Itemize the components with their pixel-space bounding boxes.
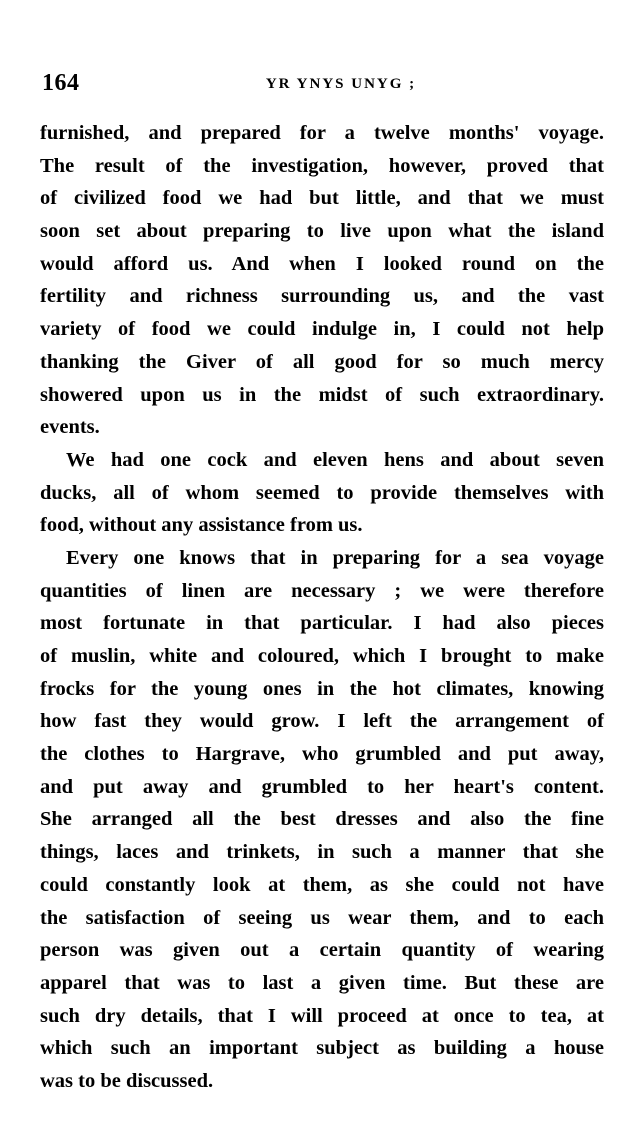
- text-line: most fortunate in that particular. I had also pieces: [40, 612, 604, 635]
- text-line: soon set about preparing to live upon what the island: [40, 220, 604, 243]
- text-line: quantities of linen are necessary ; we were therefore: [40, 579, 604, 602]
- text-line: was to be discussed.: [40, 1069, 214, 1092]
- text-line: could constantly look at them, as she could not have: [40, 873, 604, 896]
- text-line: such dry details, that I will proceed at once to tea, at: [40, 1004, 604, 1027]
- text-line: which such an important subject as building a house: [40, 1037, 604, 1060]
- page-number: 164: [42, 70, 80, 96]
- text-line: events.: [40, 416, 100, 439]
- text-line: Every one knows that in preparing for a sea voyage: [66, 546, 604, 569]
- page-header: [40, 70, 602, 104]
- text-line: ducks, all of whom seemed to provide themselves with: [40, 481, 604, 504]
- text-line: The result of the investigation, however, proved that: [40, 154, 604, 177]
- text-line: how fast they would grow. I left the arrangement of: [40, 710, 604, 733]
- text-line: She arranged all the best dresses and also the fine: [40, 808, 604, 831]
- text-line: variety of food we could indulge in, I could not help: [40, 318, 604, 341]
- text-line: and put away and grumbled to her heart's content.: [40, 775, 604, 798]
- text-line: We had one cock and eleven hens and about seven: [66, 448, 604, 471]
- text-line: apparel that was to last a given time. But these are: [40, 971, 604, 994]
- text-line: of muslin, white and coloured, which I brought to make: [40, 645, 604, 667]
- text-line: food, without any assistance from us.: [40, 514, 363, 537]
- text-line: the clothes to Hargrave, who grumbled and put away,: [40, 743, 604, 766]
- text-line: thanking the Giver of all good for so much mercy: [40, 350, 604, 373]
- text-line: would afford us. And when I looked round on the: [40, 252, 604, 275]
- text-line: of civilized food we had but little, and that we must: [40, 187, 604, 210]
- text-line: showered upon us in the midst of such extraordinary.: [40, 383, 604, 406]
- text-line: fertility and richness surrounding us, and the vast: [40, 285, 604, 308]
- text-line: person was given out a certain quantity of wearing: [40, 939, 604, 962]
- text-line: frocks for the young ones in the hot climates, knowing: [40, 677, 604, 700]
- text-line: the satisfaction of seeing us wear them, and to each: [40, 906, 604, 929]
- body-text: [40, 117, 604, 1098]
- running-title: YR YNYS UNYG ;: [265, 76, 417, 92]
- text-line: things, laces and trinkets, in such a manner that she: [40, 841, 604, 864]
- text-line: furnished, and prepared for a twelve months' voyage.: [40, 122, 604, 144]
